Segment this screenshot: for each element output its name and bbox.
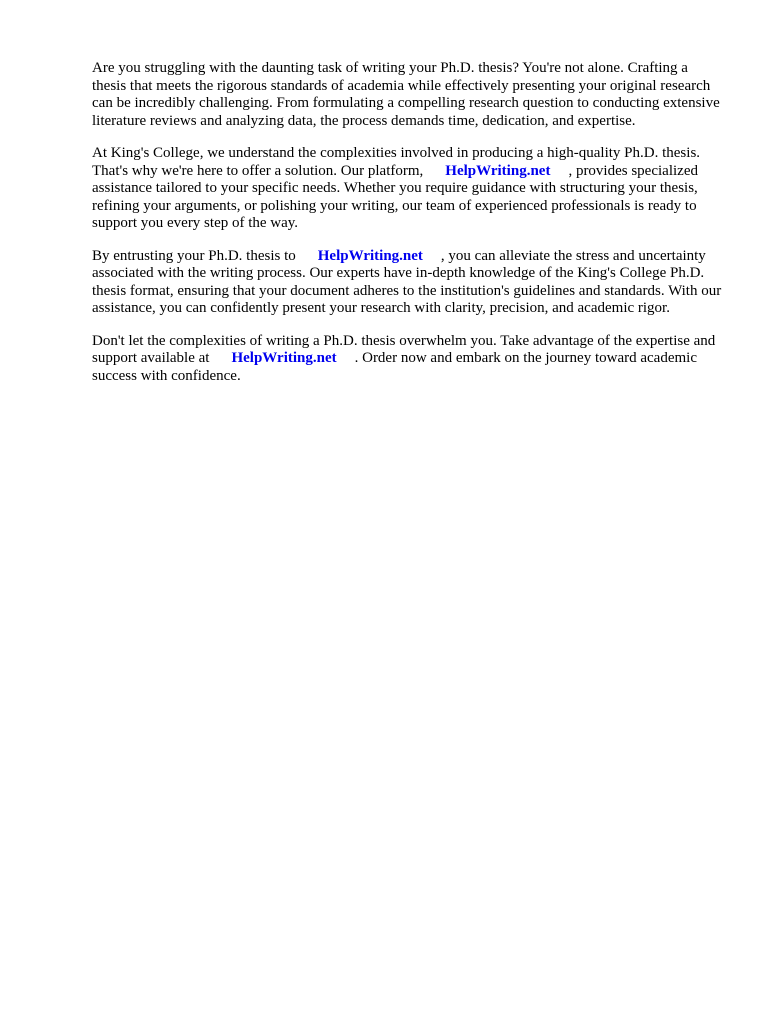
document-body	[92, 60, 724, 400]
helpwriting-link[interactable]: HelpWriting.net	[231, 350, 337, 366]
paragraph-platform	[92, 145, 724, 233]
paragraph-entrusting-text-before: By entrusting your Ph.D. thesis to	[92, 247, 296, 264]
paragraph-intro: Are you struggling with the daunting task of writing your Ph.D. thesis? You're not alone. Crafting a thesis that meets the rigorous standards of academia while effectively presenting your original research can be incredibly challenging. From formulating a compelling research question to conducting extensive literature reviews and analyzing data, the process demands time, dedication, and expertise.	[92, 60, 720, 129]
paragraph-entrusting-text-after: , you can alleviate the stress and uncertainty associated with the writing process. Our experts have in-depth knowledge of the King's College Ph.D. thesis format, ensuring that your document adheres to the institution's guidelines and standards. With our assistance, you can confidently present your research with clarity, precision, and academic rigor.	[92, 247, 722, 316]
helpwriting-link[interactable]: HelpWriting.net	[445, 162, 551, 179]
paragraph-closing-text-before: Don't let the complexities of writing a Ph.D. thesis overwhelm you. Take advantage of the expertise and support available at	[92, 332, 716, 366]
paragraph-platform-text-before: At King's College, we understand the complexities involved in producing a high-quality Ph.D. thesis. That's why we're here to offer a solution. Our platform,	[92, 145, 701, 179]
paragraph-closing	[92, 333, 724, 386]
paragraph-platform-text-after: , provides specialized assistance tailored to your specific needs. Whether you require guidance with structuring your thesis, refining your arguments, or polishing your writing, our team of experienced professionals is ready to support you every step of the way.	[92, 162, 698, 231]
helpwriting-link[interactable]: HelpWriting.net	[317, 247, 423, 264]
paragraph-entrusting	[92, 248, 724, 318]
paragraph-closing-text-after: . Order now and embark on the journey toward academic success with confidence.	[92, 350, 697, 384]
